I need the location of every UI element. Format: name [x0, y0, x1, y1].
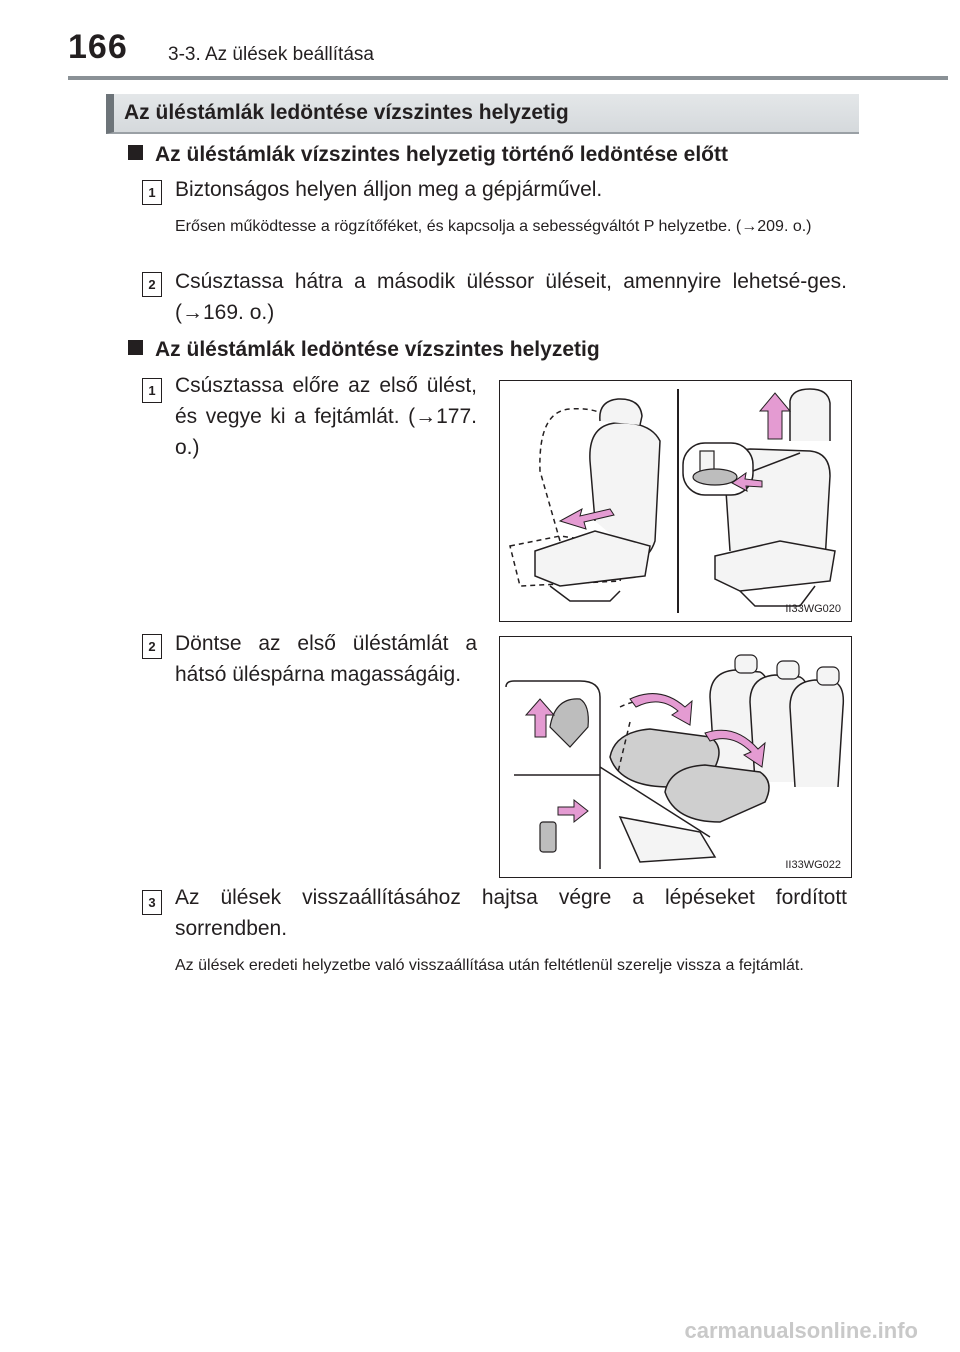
- subheading-folding: [128, 338, 600, 362]
- step-number-box: 1: [142, 180, 162, 205]
- step-number-box: 2: [142, 634, 162, 659]
- step-number-box: 3: [142, 890, 162, 915]
- figure-code: II33WG022: [785, 859, 841, 871]
- seat-illustration: [500, 381, 851, 621]
- section-title: Az üléstámlák ledöntése vízszintes helyzetig: [124, 101, 569, 124]
- subheading-before: [128, 143, 728, 167]
- step-text: Döntse az első üléstámlát a hátsó üléspárna magasságáig.: [175, 632, 477, 686]
- step-text: Biztonságos helyen álljon meg a gépjárművel.: [175, 178, 603, 201]
- step-note: Az ülések eredeti helyzetbe való visszaállítása után feltétlenül szerelje vissza a fejtámlát.: [175, 957, 804, 974]
- figure-folded-seatback: [499, 636, 852, 878]
- figure-front-seat-headrest: [499, 380, 852, 622]
- square-bullet-icon: [128, 145, 143, 160]
- step-text: Az ülések visszaállításához hajtsa végre a lépéseket fordított sorrendben.: [175, 886, 847, 940]
- chapter-title: 3-3. Az ülések beállítása: [168, 44, 374, 65]
- page-number: 166: [68, 28, 128, 66]
- header-divider: [68, 76, 948, 80]
- folding-illustration: [500, 637, 851, 877]
- watermark: carmanualsonline.info: [684, 1318, 918, 1343]
- subheading-folding-text: Az üléstámlák ledöntése vízszintes helyzetig: [155, 338, 600, 361]
- step-text: Csúsztassa hátra a második üléssor üléseit, amennyire lehetsé-ges. (→169. o.): [175, 270, 847, 324]
- step-text: Csúsztassa előre az első ülést, és vegye ki a fejtámlát. (→177. o.): [175, 374, 477, 459]
- step-number-box: 1: [142, 378, 162, 403]
- square-bullet-icon: [128, 340, 143, 355]
- subheading-before-text: Az üléstámlák vízszintes helyzetig történő ledöntése előtt: [155, 143, 728, 166]
- step-number-box: 2: [142, 272, 162, 297]
- step-note: Erősen működtesse a rögzítőféket, és kapcsolja a sebességváltót P helyzetbe. (→209. o.): [175, 218, 812, 235]
- figure-code: II33WG020: [785, 603, 841, 615]
